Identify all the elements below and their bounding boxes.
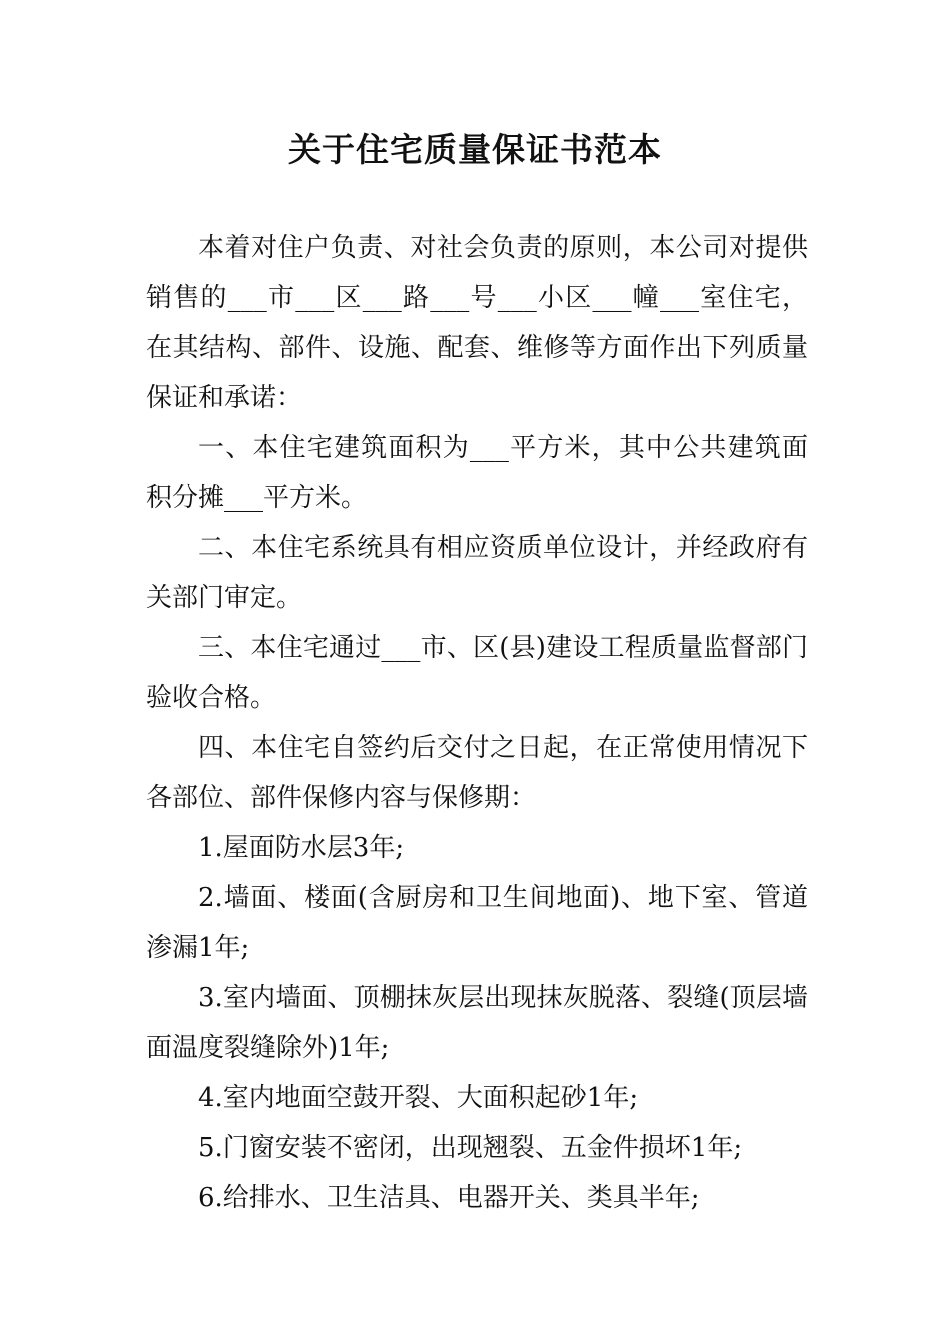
- warranty-item-plaster: 3.室内墙面、顶棚抹灰层出现抹灰脱落、裂缝(顶层墙面温度裂缝除外)1年;: [146, 983, 808, 1063]
- paragraph-item-4: 四、本住宅自签约后交付之日起，在正常使用情况下各部位、部件保修内容与保修期：: [146, 733, 808, 813]
- warranty-item-windows: 5.门窗安装不密闭，出现翘裂、五金件损坏1年;: [198, 1133, 743, 1163]
- warranty-item-plumbing: 6.给排水、卫生洁具、电器开关、类具半年;: [198, 1183, 700, 1213]
- document-body: [146, 223, 808, 1223]
- warranty-item-roof: 1.屋面防水层3年;: [198, 833, 405, 863]
- paragraph-item-1: 一、本住宅建筑面积为___平方米，其中公共建筑面积分摊___平方米。: [146, 433, 808, 513]
- warranty-item-floor: 4.室内地面空鼓开裂、大面积起砂1年;: [198, 1083, 639, 1113]
- paragraph-item-2: 二、本住宅系统具有相应资质单位设计，并经政府有关部门审定。: [146, 533, 808, 613]
- document-title: 关于住宅质量保证书范本: [288, 130, 662, 169]
- paragraph-intro: 本着对住户负责、对社会负责的原则，本公司对提供销售的___市___区___路___号___小区___幢___室住宅，在其结构、部件、设施、配套、维修等方面作出下列质量保证和承诺：: [146, 233, 808, 413]
- paragraph-item-3: 三、本住宅通过___市、区(县)建设工程质量监督部门验收合格。: [146, 633, 808, 713]
- warranty-item-leakage: 2.墙面、楼面(含厨房和卫生间地面)、地下室、管道渗漏1年;: [146, 883, 808, 963]
